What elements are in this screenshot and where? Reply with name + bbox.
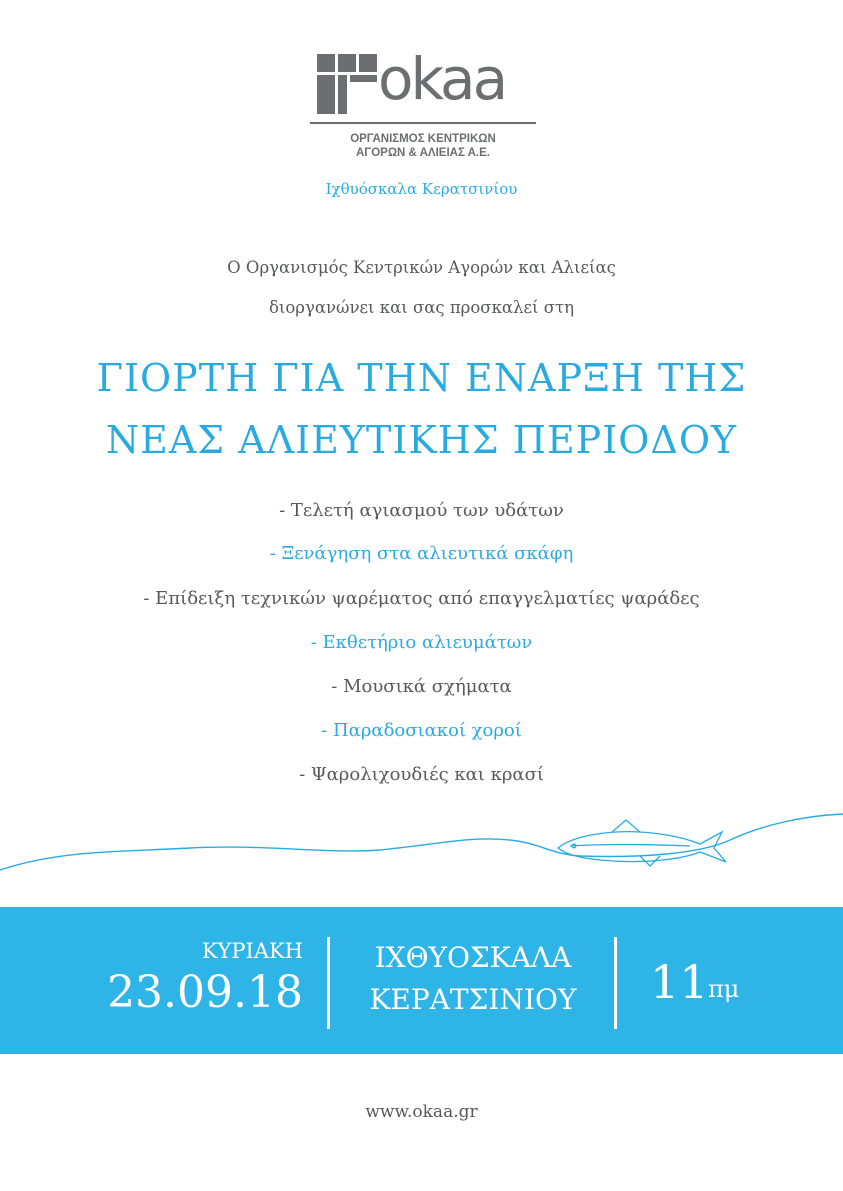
intro-line-1: Ο Οργανισμός Κεντρικών Αγορών και Αλιείας: [227, 258, 616, 277]
website-link[interactable]: www.okaa.gr: [365, 1102, 478, 1122]
logo-wordmark: okaa: [378, 45, 506, 113]
event-item: - Μουσικά σχήματα: [331, 676, 512, 697]
intro-line-2: διοργανώνει και σας προσκαλεί στη: [268, 298, 575, 317]
event-item: - Επίδειξη τεχνικών ψαρέματος από επαγγελματίες ψαράδες: [143, 588, 700, 609]
band-divider: [327, 937, 330, 1029]
headline-line-1: ΓΙΟΡΤΗ ΓΙΑ ΤΗΝ ΕΝΑΡΞΗ ΤΗΣ: [96, 356, 747, 400]
event-item: - Εκθετήριο αλιευμάτων: [310, 632, 533, 653]
event-time-suffix: πμ: [708, 975, 740, 1003]
logo-divider: [310, 122, 536, 124]
event-item: - Παραδοσιακοί χοροί: [321, 720, 522, 741]
logo-org-line-2: ΑΓΟΡΩΝ & ΑΛΙΕΙΑΣ Α.Ε.: [355, 147, 490, 159]
event-item: - Ψαρολιχουδιές και κρασί: [299, 764, 544, 785]
event-info-band: [0, 907, 843, 1054]
headline-line-2: ΝΕΑΣ ΑΛΙΕΥΤΙΚΗΣ ΠΕΡΙΟΔΟΥ: [105, 418, 738, 462]
logo-grid-icon: [317, 54, 377, 114]
okaa-logo: [310, 45, 540, 164]
event-time: 11: [650, 955, 709, 1009]
venue-line-1: ΙΧΘΥΟΣΚΑΛΑ: [374, 941, 572, 974]
event-item: - Τελετή αγιασμού των υδάτων: [279, 500, 564, 521]
fish-icon: [558, 820, 726, 866]
venue-line-2: ΚΕΡΑΤΣΙΝΙΟΥ: [369, 983, 577, 1016]
band-divider: [614, 937, 617, 1029]
event-date: 23.09.18: [107, 967, 303, 1018]
wave-decoration: [0, 810, 843, 880]
logo-org-line-1: ΟΡΓΑΝΙΣΜΟΣ ΚΕΝΤΡΙΚΩΝ: [350, 133, 496, 145]
event-day: ΚΥΡΙΑΚΗ: [201, 939, 303, 963]
event-item: - Ξενάγηση στα αλιευτικά σκάφη: [269, 543, 574, 564]
venue-subtitle: Ιχθυόσκαλα Κερατσινίου: [325, 180, 518, 198]
